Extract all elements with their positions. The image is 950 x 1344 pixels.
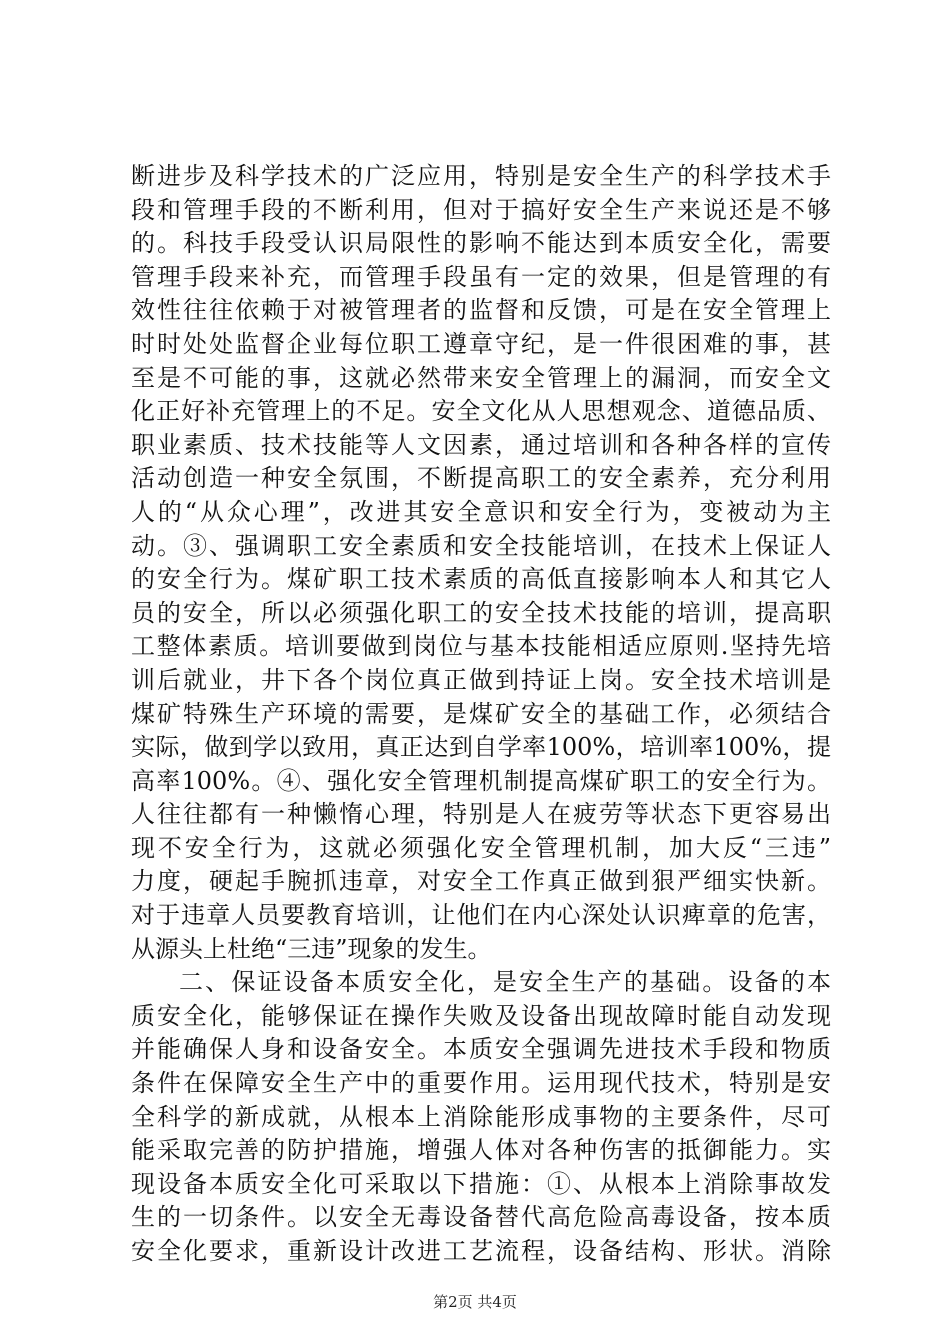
text-line: 化正好补充管理上的不足。安全文化从人思想观念、道德品质、 (131, 397, 831, 426)
text-line: 职业素质、技术技能等人文因素，通过培训和各种各样的宣传 (131, 430, 831, 459)
text-line: 全科学的新成就，从根本上消除能形成事物的主要条件，尽可 (131, 1102, 831, 1131)
text-line: 条件在保障安全生产中的重要作用。运用现代技术，特别是安 (131, 1069, 831, 1098)
text-line: 质安全化，能够保证在操作失败及设备出现故障时能自动发现 (131, 1001, 831, 1030)
text-line: 活动创造一种安全氛围，不断提高职工的安全素养，充分利用 (131, 464, 831, 493)
text-line: 并能确保人身和设备安全。本质安全强调先进技术手段和物质 (131, 1035, 831, 1064)
text-line: 安全化要求，重新设计改进工艺流程，设备结构、形状。消除 (131, 1237, 831, 1265)
text-line: 能采取完善的防护措施，增强人体对各种伤害的抵御能力。实 (131, 1136, 831, 1165)
text-line: 从源头上杜绝“三违”现象的发生。 (131, 934, 492, 963)
text-line: 训后就业，井下各个岗位真正做到持证上岗。安全技术培训是 (131, 665, 831, 694)
text-line: 人的“从众心理”，改进其安全意识和安全行为，变被动为主 (131, 497, 831, 526)
text-line: 的安全行为。煤矿职工技术素质的高低直接影响本人和其它人 (131, 565, 831, 594)
body-text (131, 160, 831, 1269)
text-line: 断进步及科学技术的广泛应用，特别是安全生产的科学技术手 (131, 162, 831, 190)
text-line: 的。科技手段受认识局限性的影响不能达到本质安全化，需要 (131, 229, 831, 258)
text-line: 力度，硬起手腕抓违章，对安全工作真正做到狠严细实快新。 (131, 867, 831, 896)
text-line: 现不安全行为，这就必须强化安全管理机制，加大反“三违” (131, 833, 831, 862)
text-line: 现设备本质安全化可采取以下措施：①、从根本上消除事故发 (131, 1169, 831, 1198)
text-line: 工整体素质。培训要做到岗位与基本技能相适应原则.坚持先培 (131, 632, 831, 661)
page-footer: 第2页 共4页 (433, 1293, 517, 1311)
text-line: 实际，做到学以致用，真正达到自学率100%，培训率100%，提 (131, 733, 831, 762)
text-line: 动。③、强调职工安全素质和安全技能培训，在技术上保证人 (131, 531, 831, 560)
text-line: 至是不可能的事，这就必然带来安全管理上的漏洞，而安全文 (131, 363, 831, 392)
text-line: 时时处处监督企业每位职工遵章守纪，是一件很困难的事，甚 (131, 329, 831, 358)
text-line: 员的安全，所以必须强化职工的安全技术技能的培训，提高职 (131, 598, 831, 627)
text-line: 段和管理手段的不断利用，但对于搞好安全生产来说还是不够 (131, 195, 831, 224)
text-line: 高率100%。④、强化安全管理机制提高煤矿职工的安全行为。 (131, 766, 831, 795)
text-line: 管理手段来补充，而管理手段虽有一定的效果，但是管理的有 (131, 262, 831, 291)
text-line: 对于违章人员要教育培训，让他们在内心深处认识痺章的危害， (131, 901, 831, 930)
text-line: 生的一切条件。以安全无毒设备替代高危险高毒设备，按本质 (131, 1203, 831, 1232)
text-line: 人往往都有一种懒惰心理，特别是人在疲劳等状态下更容易出 (131, 800, 831, 829)
text-line: 煤矿特殊生产环境的需要，是煤矿安全的基础工作，必须结合 (131, 699, 831, 728)
paragraph-first-line: 二、保证设备本质安全化，是安全生产的基础。设备的本 (179, 968, 831, 997)
text-line: 效性往往依赖于对被管理者的监督和反馈，可是在安全管理上 (131, 296, 831, 325)
